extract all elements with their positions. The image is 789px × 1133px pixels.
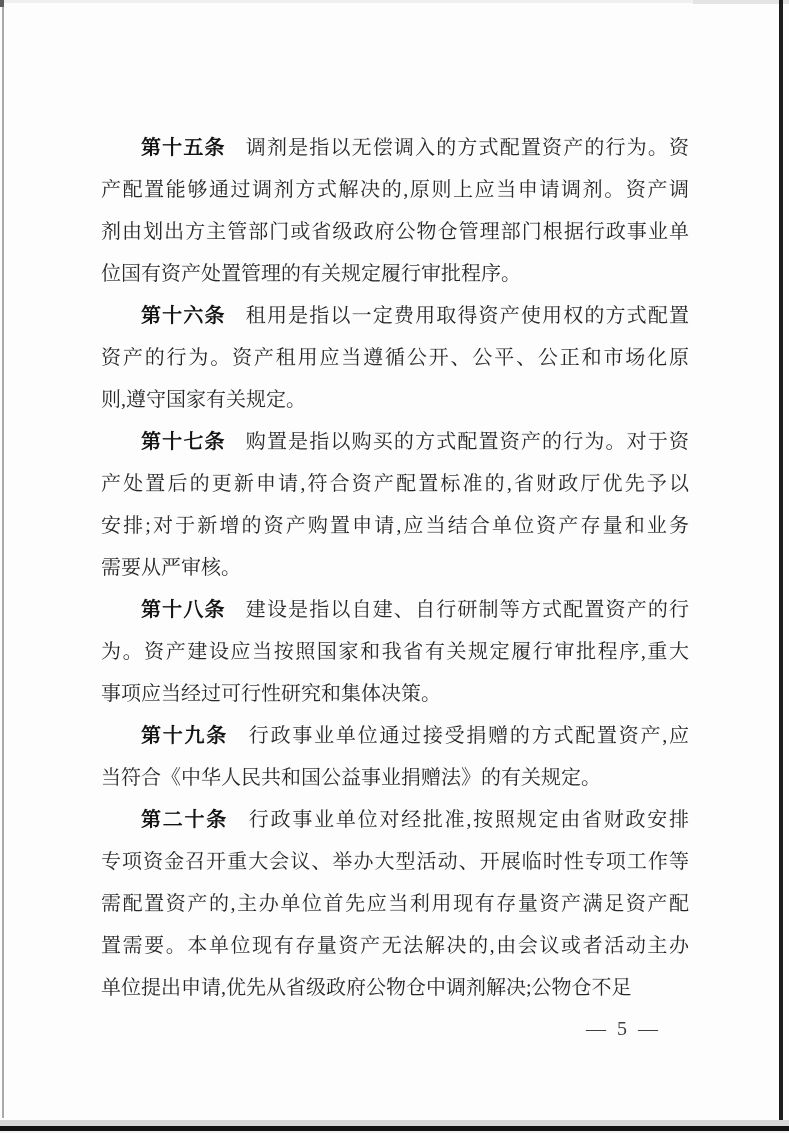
text-line <box>101 799 689 841</box>
scan-edge-left <box>2 0 4 1118</box>
line-text: 购置是指以购买的方式配置资产的行为。对于资 <box>244 431 689 453</box>
text-line <box>101 715 689 757</box>
article-number: 第十六条 <box>141 305 226 327</box>
article-number: 第二十条 <box>141 809 229 831</box>
article-number: 第十七条 <box>141 431 226 453</box>
line-text: 行政事业单位对经批准,按照规定由省财政安排 <box>247 809 689 831</box>
text-line: 为。资产建设应当按照国家和我省有关规定履行审批程序,重大 <box>101 641 689 663</box>
article-number: 第十五条 <box>141 137 226 159</box>
line-text: 行政事业单位通过接受捐赠的方式配置资产,应 <box>247 725 689 747</box>
text-line: 置需要。本单位现有存量资产无法解决的,由会议或者活动主办 <box>101 935 689 957</box>
article-paragraph <box>101 715 689 799</box>
line-text: 调剂是指以无偿调入的方式配置资产的行为。资 <box>244 137 689 159</box>
scan-edge-top-right <box>693 0 789 4</box>
article-paragraph <box>101 589 689 715</box>
text-line <box>101 589 689 631</box>
text-line: 则,遵守国家有关规定。 <box>101 389 306 411</box>
article-paragraph <box>101 295 689 421</box>
scan-edge-right <box>779 0 783 1126</box>
text-line: 位国有资产处置管理的有关规定履行审批程序。 <box>101 263 521 285</box>
text-line: 单位提出申请,优先从省级政府公物仓中调剂解决;公物仓不足 <box>101 977 632 999</box>
text-line: 事项应当经过可行性研究和集体决策。 <box>101 683 441 705</box>
article-paragraph <box>101 127 689 295</box>
page-number: — 5 — <box>586 1018 661 1040</box>
article-paragraph <box>101 799 689 1009</box>
scan-edge-left-tip <box>0 0 4 7</box>
article-paragraph <box>101 421 689 589</box>
text-line: 专项资金召开重大会议、举办大型活动、开展临时性专项工作等 <box>101 851 689 873</box>
text-line <box>101 127 689 169</box>
text-line <box>101 421 689 463</box>
text-line: 当符合《中华人民共和国公益事业捐赠法》的有关规定。 <box>101 767 601 789</box>
text-line: 产处置后的更新申请,符合资产配置标准的,省财政厅优先予以 <box>101 473 689 495</box>
line-text: 租用是指以一定费用取得资产使用权的方式配置 <box>244 305 689 327</box>
document-body <box>101 127 689 1047</box>
line-text: 建设是指以自建、自行研制等方式配置资产的行 <box>244 599 689 621</box>
article-number: 第十八条 <box>141 599 226 621</box>
text-line: 资产的行为。资产租用应当遵循公开、公平、公正和市场化原 <box>101 347 689 369</box>
text-line: 安排;对于新增的资产购置申请,应当结合单位资产存量和业务 <box>101 515 689 537</box>
text-line: 剂由划出方主管部门或省级政府公物仓管理部门根据行政事业单 <box>101 221 689 243</box>
scan-edge-top <box>0 0 789 3</box>
text-line: 需配置资产的,主办单位首先应当利用现有存量资产满足资产配 <box>101 893 689 915</box>
text-line <box>101 295 689 337</box>
article-number: 第十九条 <box>141 725 229 747</box>
text-line: 产配置能够通过调剂方式解决的,原则上应当申请调剂。资产调 <box>101 179 689 201</box>
text-line: 需要从严审核。 <box>101 557 241 579</box>
